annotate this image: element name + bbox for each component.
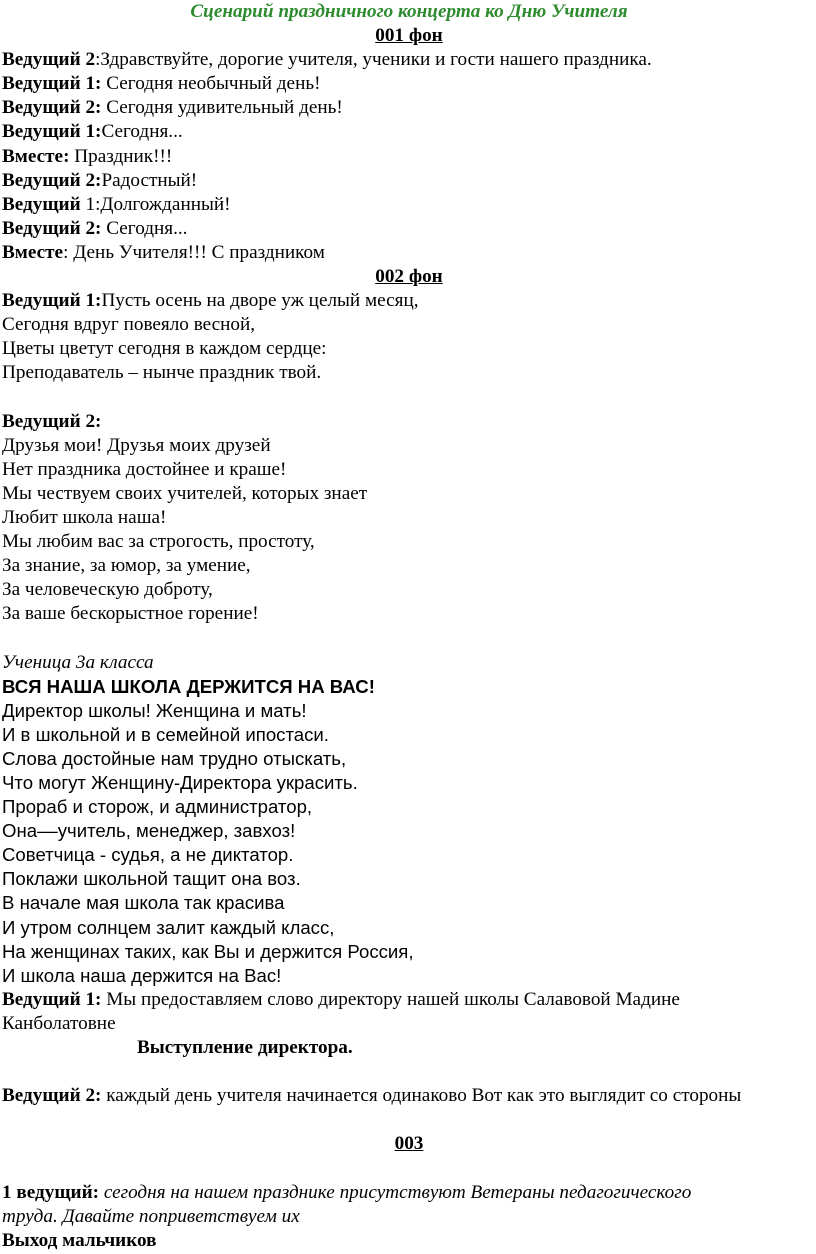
director-intro: Ведущий 1: Мы предоставляем слово директору нашей школы Салавовой Мадине: [2, 988, 680, 1010]
poem-host-2: [2, 410, 816, 627]
spacer: [2, 626, 816, 650]
spacer: [2, 1157, 816, 1181]
poem-line: Любит школа наша!: [2, 506, 167, 528]
document-title: Сценарий праздничного концерта ко Дню Учителя: [190, 1, 628, 22]
poem-line: Прораб и сторож, и администратор,: [2, 796, 313, 818]
dialog-line: Ведущий 2:Радостный!: [2, 169, 198, 191]
poem-line: За знание, за юмор, за умение,: [2, 555, 251, 577]
poem-line: За ваше бескорыстное горение!: [2, 603, 259, 625]
opening-dialog: [2, 48, 816, 265]
dialog-line: Вместе: Праздник!!!: [2, 145, 173, 167]
poem-line: Мы чествуем своих учителей, которых знает: [2, 482, 368, 504]
section-mark-001: 001 фон: [375, 25, 443, 47]
spacer: [2, 1108, 816, 1132]
poem-line: Друзья мои! Друзья моих друзей: [2, 434, 271, 456]
director-intro-continued: Канболатовне: [2, 1012, 116, 1034]
poem-line: И в школьной и в семейной ипостаси.: [2, 723, 329, 745]
host2-line: Ведущий 2: каждый день учителя начинается одинаково Вот как это выглядит со стороны: [2, 1085, 742, 1107]
poem-line: Преподаватель – нынче праздник твой.: [2, 362, 322, 384]
poem-line: Мы любим вас за строгость, простоту,: [2, 531, 315, 553]
director-speech-cue: Выступление директора.: [137, 1037, 353, 1059]
boys-exit-cue: Выход мальчиков: [2, 1229, 157, 1251]
poem-line: Сегодня вдруг повеяло весной,: [2, 314, 256, 336]
dialog-line: Ведущий 1:Сегодня...: [2, 121, 183, 143]
dialog-line: Ведущий 2: Сегодня удивительный день!: [2, 97, 343, 119]
veterans-line-continued: труда. Давайте поприветствуем их: [2, 1205, 300, 1227]
veterans-line: 1 ведущий: сегодня на нашем празднике присутствуют Ветераны педагогического: [2, 1181, 692, 1203]
poem-line: Что могут Женщину-Директора украсить.: [2, 772, 358, 793]
student-poem: [2, 651, 816, 988]
poem-line: И утром солнцем залит каждый класс,: [2, 916, 335, 938]
poem-line: Нет праздника достойнее и краше!: [2, 458, 287, 480]
section-mark-003: 003: [394, 1133, 424, 1155]
dialog-line: Ведущий 1: Сегодня необычный день!: [2, 73, 321, 95]
poem-line: На женщинах таких, как Вы и держится Россия,: [2, 940, 414, 962]
dialog-line: Ведущий 2: Сегодня...: [2, 217, 188, 239]
dialog-line: Ведущий 1:Долгожданный!: [2, 193, 231, 215]
poem-host-1: [2, 289, 816, 385]
dialog-line: Ведущий 2:Здравствуйте, дорогие учителя, ученики и гости нашего праздника.: [2, 49, 652, 71]
poem-line: Она––учитель, менеджер, завхоз!: [2, 820, 296, 842]
poem-line: Ведущий 1:Пусть осень на дворе уж целый месяц,: [2, 290, 419, 312]
poem-line: Цветы цветут сегодня в каждом сердце:: [2, 338, 327, 360]
speaker-label: Ведущий 2:: [2, 410, 102, 432]
spacer: [2, 1060, 816, 1084]
poem-line: В начале мая школа так красива: [2, 892, 285, 914]
school-heading: ВСЯ НАША ШКОЛА ДЕРЖИТСЯ НА ВАС!: [2, 675, 375, 697]
poem-line: За человеческую доброту,: [2, 579, 213, 601]
section-mark-002: 002 фон: [375, 266, 443, 288]
poem-line: И школа наша держится на Вас!: [2, 964, 282, 986]
poem-line: Поклажи школьной тащит она воз.: [2, 868, 301, 890]
poem-line: Слова достойные нам трудно отыскать,: [2, 747, 347, 769]
student-label: Ученица 3а класса: [2, 651, 154, 673]
spacer: [2, 386, 816, 410]
poem-line: Директор школы! Женщина и мать!: [2, 699, 307, 721]
poem-line: Советчица - судья, а не диктатор.: [2, 844, 294, 866]
dialog-line: Вместе: День Учителя!!! С праздником: [2, 241, 325, 263]
